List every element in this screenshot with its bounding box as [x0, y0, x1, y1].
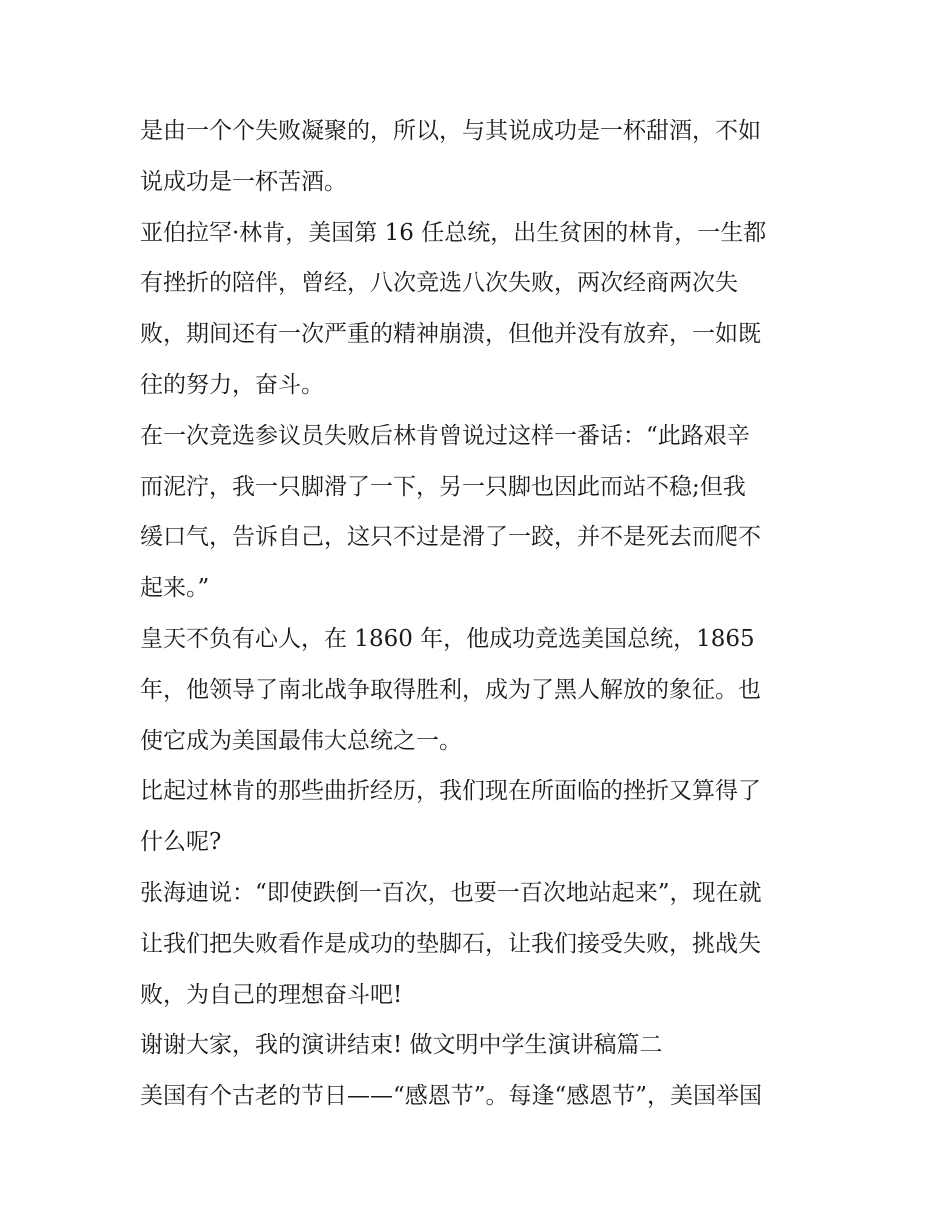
text-line: 张海迪说：“即使跌倒一百次，也要一百次地站起来”，现在就	[140, 879, 762, 906]
text-line: 说成功是一杯苦酒。	[140, 168, 347, 195]
text-line: 败，为自己的理想奋斗吧!	[140, 981, 403, 1008]
text-line: 往的努力，奋斗。	[140, 371, 324, 398]
document-body	[140, 106, 820, 1122]
text-line: 比起过林肯的那些曲折经历，我们现在所面临的挫折又算得了	[140, 778, 761, 805]
text-line: 在一次竞选参议员失败后林肯曾说过这样一番话：“此路艰辛	[140, 422, 750, 449]
text-line: 使它成为美国最伟大总统之一。	[140, 727, 462, 754]
text-line: 让我们把失败看作是成功的垫脚石，让我们接受失败，挑战失	[140, 930, 761, 957]
text-line: 败，期间还有一次严重的精神崩溃，但他并没有放弃，一如既	[140, 321, 761, 348]
text-line: 什么呢?	[140, 829, 222, 856]
text-line: 而泥泞，我一只脚滑了一下，另一只脚也因此而站不稳;但我	[140, 473, 746, 500]
text-line: 缓口气，告诉自己，这只不过是滑了一跤，并不是死去而爬不	[140, 524, 761, 551]
text-line: 是由一个个失败凝聚的，所以，与其说成功是一杯甜酒，不如	[140, 118, 761, 144]
text-line: 美国有个古老的节日——“感恩节”。每逢“感恩节”，美国举国	[140, 1083, 763, 1110]
text-line: 谢谢大家，我的演讲结束! 做文明中学生演讲稿篇二	[140, 1032, 663, 1059]
text-line: 亚伯拉罕·林肯，美国第 16 任总统，出生贫困的林肯，一生都	[140, 219, 767, 246]
text-line: 年，他领导了南北战争取得胜利，成为了黑人解放的象征。也	[140, 676, 761, 703]
text-line: 有挫折的陪伴，曾经，八次竞选八次失败，两次经商两次失	[140, 270, 738, 297]
text-line: 皇天不负有心人，在 1860 年，他成功竞选美国总统，1865	[140, 625, 755, 652]
text-line: 起来。”	[140, 575, 210, 602]
